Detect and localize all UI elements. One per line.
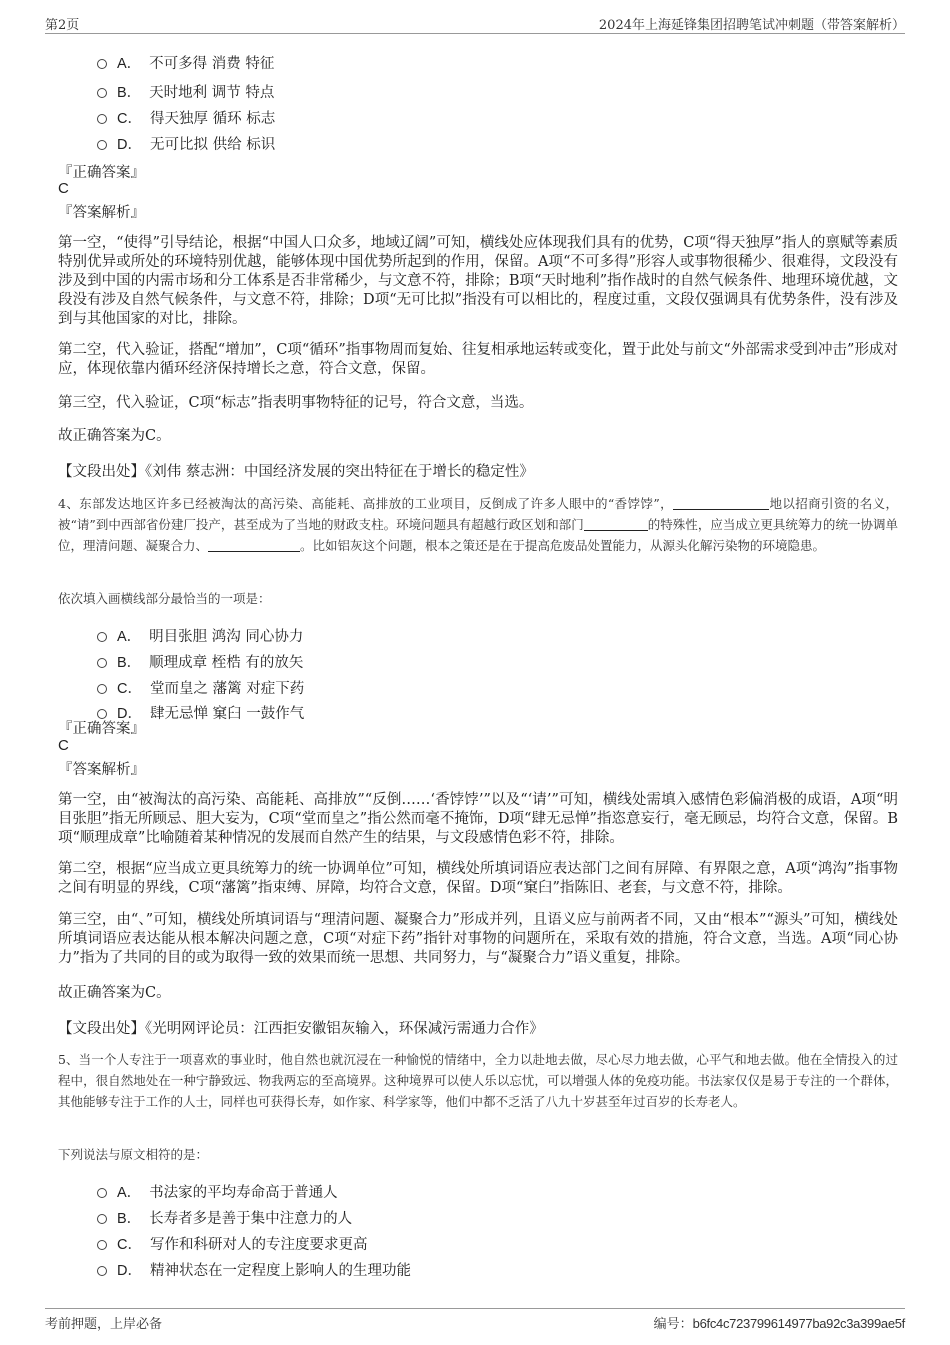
q4-answer: C xyxy=(58,737,69,754)
radio-icon[interactable] xyxy=(97,1266,107,1276)
document-code: 编号：b6fc4c723799614977ba92c3a399ae5f xyxy=(653,1316,905,1332)
q5-option-a[interactable]: A． 书法家的平均寿命高于普通人 xyxy=(97,1181,338,1202)
q3-answer: C xyxy=(58,180,69,197)
q4-option-d[interactable]: D． 肆无忌惮 窠臼 一鼓作气 xyxy=(97,702,304,723)
q5-option-c[interactable]: C． 写作和科研对人的专注度要求更高 xyxy=(97,1233,367,1254)
radio-icon[interactable] xyxy=(97,658,107,668)
q4-stem: 4、东部发达地区许多已经被淘汰的高污染、高能耗、高排放的工业项目，反倒成了许多人眼中的“香饽饽”， 地以招商引资的名义，被“请”到中西部省份建厂投产，甚至成为了当地的财政支柱。环境问题具有超越行政区划和部门 的特殊性，应当成立更具统筹力的统一协调单位，理清问题、凝聚合力、 。比如铝灰这个问题，根本之策还是在于提高危废品处置能力，从源头化解污染物的环境隐患。 xyxy=(58,496,898,553)
q5-stem: 5、当一个人专注于一项喜欢的事业时，他自然也就沉浸在一种愉悦的情绪中，全力以赴地去做，尽心尽力地去做，心平气和地去做。他在全情投入的过程中，很自然地处在一种宁静致远、物我两忘的至高境界。这种境界可以使人乐以忘忧，可以增强人体的免疫功能。书法家仅仅是易于专注的一个群体，其他能够专注于工作的人士，同样也可获得长寿，如作家、科学家等，他们中都不乏活了八九十岁甚至年过百岁的长寿老人。 xyxy=(58,1052,898,1109)
radio-icon[interactable] xyxy=(97,1214,107,1224)
radio-icon[interactable] xyxy=(97,114,107,124)
q4-analysis-para-3: 第三空，由“、”可知，横线处所填词语与“理清问题、凝聚合力”形成并列，且语义应与前两者不同，又由“根本”“源头”可知，横线处所填词语应表达能从根本解决问题之意，C项“对症下药”指针对事物的问题所在，采取有效的措施，符合文意，当选。A项“同心协力”指为了共同的目的或为取得一致的效果而统一思想、共同努力，与“凝聚合力”语义重复，排除。 xyxy=(58,912,898,966)
q3-option-b[interactable]: B． 天时地利 调节 特点 xyxy=(97,81,274,102)
q4-option-a[interactable]: A． 明目张胆 鸿沟 同心协力 xyxy=(97,625,303,646)
radio-icon[interactable] xyxy=(97,1240,107,1250)
q5-option-b[interactable]: B． 长寿者多是善于集中注意力的人 xyxy=(97,1207,352,1228)
blank-2 xyxy=(584,518,648,531)
radio-icon[interactable] xyxy=(97,1188,107,1198)
q3-analysis-para-1: 第一空，“使得”引导结论，根据“中国人口众多，地域辽阔”可知，横线处应体现我们具有的优势，C项“得天独厚”指人的禀赋等素质特别优异或所处的环境特别优越，能够体现中国优势所起到的作用，保留。A项“不可多得”形容人或事物很稀少、很难得，文段没有涉及到中国的内需市场和分工体系是否非常稀少，与文意不符，排除；B项“天时地利”指作战时的自然气候条件、地理环境优越，文段没有涉及自然气候条件，与文意不符，排除；D项“无可比拟”指没有可以相比的，程度过重，文段仅强调具有优势条件，没有涉及到与其他国家的对比，排除。 xyxy=(58,235,898,327)
q5-option-d[interactable]: D． 精神状态在一定程度上影响人的生理功能 xyxy=(97,1259,411,1280)
blank-3 xyxy=(208,539,300,552)
q3-option-a[interactable]: A． 不可多得 消费 特征 xyxy=(97,52,274,73)
page-footer xyxy=(45,1308,905,1332)
q4-prompt: 依次填入画横线部分最恰当的一项是： xyxy=(58,591,271,606)
radio-icon[interactable] xyxy=(97,140,107,150)
q4-option-c[interactable]: C． 堂而皇之 藩篱 对症下药 xyxy=(97,677,304,698)
q4-answer-label: 『正确答案』 xyxy=(58,721,145,737)
page-header xyxy=(45,12,905,34)
document-title: 2024年上海延锋集团招聘笔试冲刺题（带答案解析） xyxy=(598,18,905,33)
q4-analysis-para-1: 第一空，由“被淘汰的高污染、高能耗、高排放”“反倒……‘香饽饽’”以及“‘请’”可知，横线处需填入感情色彩偏消极的成语，A项“明目张胆”指无所顾忌、胆大妄为，C项“堂而皇之”指公然而毫不掩饰，D项“肆无忌惮”指恣意妄行，毫无顾忌，均符合文意，保留。B项“顺理成章”比喻随着某种情况的发展而自然产生的结果，与文段感情色彩不符，排除。 xyxy=(58,792,898,846)
q4-source: 【文段出处】《光明网评论员：江西拒安徽铝灰输入，环保减污需通力合作》 xyxy=(58,1021,544,1037)
q3-analysis-para-2: 第二空，代入验证，搭配“增加”，C项“循环”指事物周而复始、往复相承地运转或变化，置于此处与前文“外部需求受到冲击”形成对应，体现依靠内循环经济保持增长之意，符合文意，保留。 xyxy=(58,342,898,377)
q3-analysis-para-4: 故正确答案为C。 xyxy=(58,428,171,444)
q4-analysis-para-2: 第二空，根据“应当成立更具统筹力的统一协调单位”可知，横线处所填词语应表达部门之间有屏障、有界限之意，A项“鸿沟”指事物之间有明显的界线，C项“藩篱”指束缚、屏障，均符合文意，保留。D项“窠臼”指陈旧、老套，与文意不符，排除。 xyxy=(58,861,898,896)
q3-answer-label: 『正确答案』 xyxy=(58,165,145,181)
blank-1 xyxy=(673,497,769,510)
radio-icon[interactable] xyxy=(97,59,107,69)
q3-option-c[interactable]: C． 得天独厚 循环 标志 xyxy=(97,107,275,128)
radio-icon[interactable] xyxy=(97,632,107,642)
q4-analysis-label: 『答案解析』 xyxy=(58,762,145,778)
q3-analysis-para-3: 第三空，代入验证，C项“标志”指表明事物特征的记号，符合文意，当选。 xyxy=(58,395,534,411)
footer-slogan: 考前押题，上岸必备 xyxy=(45,1317,163,1332)
q5-prompt: 下列说法与原文相符的是： xyxy=(58,1147,209,1162)
radio-icon[interactable] xyxy=(97,88,107,98)
q4-option-b[interactable]: B． 顺理成章 桎梏 有的放矢 xyxy=(97,651,303,672)
q4-analysis-para-4: 故正确答案为C。 xyxy=(58,985,171,1001)
q3-source: 【文段出处】《刘伟 蔡志洲：中国经济发展的突出特征在于增长的稳定性》 xyxy=(58,464,534,480)
radio-icon[interactable] xyxy=(97,684,107,694)
q3-analysis-label: 『答案解析』 xyxy=(58,205,145,221)
page-number: 第2页 xyxy=(45,18,80,33)
q3-option-d[interactable]: D． 无可比拟 供给 标识 xyxy=(97,133,275,154)
